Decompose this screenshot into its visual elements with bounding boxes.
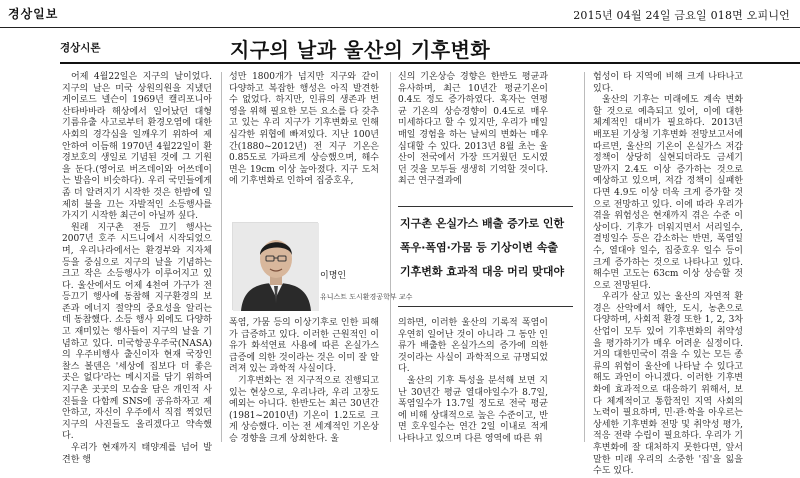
paragraph: 기후변화는 전 지구적으로 진행되고 있는 현상으로, 우리나라, 우리 고장도 예외는 아니다. 한반도는 최근 30년간(1981~2010년) 기온이 1.2도로 크게 상승했다. 이는 전 세계적인 기온상승 경향을 크게 상회한다. 울 xyxy=(229,375,379,444)
section-label: 경상시론 xyxy=(60,42,101,54)
paper-name: 경상일보 xyxy=(8,7,59,21)
article-column-1 xyxy=(62,72,212,465)
article-column-2 xyxy=(229,72,379,222)
pull-quote xyxy=(400,212,570,284)
pull-quote-line: 지구촌 온실가스 배출 증가로 인한 xyxy=(400,217,565,230)
paragraph: 어제 4월22일은 지구의 날이었다. 지구의 날은 미국 상원의원을 지냈던 게이로드 넬슨이 1969년 캘리포니아 산타바바라 해상에서 일어났던 대형 기름유출 사고로부터 환경오염에 대한 사회의 경각심을 일깨우기 위하여 제안하여 이듬해 1970년 4월22일이 환경보호의 생일로 기념된 것에 그 기원을 둔다.(영어로 버즈데이와 어쓰데이는 발음이 비슷하다). 우리 국민들에게 좀 더 알려지기 시작한 것은 한밤에 일제히 불을 끄는 자발적인 소등행사를 가지기 시작한 최근이 아닐까 싶다. xyxy=(62,72,212,222)
paragraph: 우리가 현재까지 태양계를 넘어 발견한 행 xyxy=(62,443,212,465)
paragraph: 의하면, 이러한 울산의 기록적 폭염이 우연히 일어난 것이 아니라 그 동안 인류가 배출한 온실가스의 증가에 의한 것이라는 사실이 과학적으로 규명되었다. xyxy=(398,318,548,375)
paragraph: 원래 지구촌 전등 끄기 행사는 2007년 호주 시드니에서 시작되었으며, 우리나라에서는 환경부와 지자체 등을 중심으로 지구의 날을 기념하는 크고 작은 소등행사가 이루어지고 있다. 울산에서도 어제 4천여 가구가 전등끄기 행사에 동참해 지구환경의 보존과 에너지 절약의 중요성을 알리는데 동참했다. 소등 행사 외에도 다양하고 재미있는 행사들이 지구의 날을 기념하고 있다. 미국항공우주국(NASA)의 우주비행사 출신이자 현재 국장인 찰스 볼덴은 '세상에 집보다 더 좋은 곳은 없다'라는 메시지를 담기 위하여 지구촌 곳곳의 모습을 담은 개인적 사진들을 다함께 SNS에 공유하자고 제안하고, 자신이 우주에서 직접 찍었던 지구의 사진들도 올리겠다고 약속했다. xyxy=(62,222,212,442)
dateline: 2015년 04월 24일 금요일 018면 오피니언 xyxy=(573,9,790,22)
paragraph: 울산의 기후 특성을 분석해 보면 지난 30년간 평균 열대야일수가 8.7일, 폭염일수가 13.7일 정도로 전국 평균에 비해 상대적으로 높은 수준이고, 반면 호우일수는 연간 2일 이내로 적게 나타나고 있으며 다른 영역에 따른 위 xyxy=(398,375,548,444)
author-name: 이명인 xyxy=(320,271,347,281)
article-column-4 xyxy=(593,72,743,477)
pull-quote-line: 폭우·폭염·가뭄 등 기상이변 속출 xyxy=(400,241,558,254)
paragraph: 우리가 살고 있는 울산의 자연적 환경은 산악에서 해안, 도시, 농촌으로 다양하며, 사회적 환경 또한 1, 2, 3차 산업이 모두 있어 기후변화의 취약성을 평가하기가 매우 어려운 실정이다. 거의 대한민국이 겪을 수 있는 모든 종류의 위험이 울산에 나타날 수 있다고 해도 과언이 아니겠다. 이러한 기후변화에 효과적으로 대응하기 위해서, 보다 체계적이고 통합적인 지역 사회의 노력이 필요하며, 민·관·학을 아우르는 상세한 기후변화 전망 및 취약성 평가, 적응 전략 수립이 필요하다. 우리가 기후변화에 잘 대처하지 못한다면, 앞서 말한 미래 우리의 소중한 '집'을 잃을 수도 있다. xyxy=(593,292,743,477)
author-title: 유니스트 도시환경공학부 교수 xyxy=(320,293,413,301)
article-column-3-lower xyxy=(398,318,548,448)
pull-quote-rule-top xyxy=(398,206,573,207)
article-column-2-lower xyxy=(229,318,379,448)
column-divider xyxy=(584,72,585,442)
masthead xyxy=(0,0,800,28)
article-column-3 xyxy=(398,72,548,202)
column-divider xyxy=(390,72,391,442)
author-photo xyxy=(232,222,318,310)
paragraph: 폭염, 가뭄 등의 이상기후로 인한 피해가 급증하고 있다. 이러한 근원적인 이유가 화석연료 사용에 따른 온실가스 급증에 의한 것이라는 것은 이미 잘 알려져 있는 과학적 사실이다. xyxy=(229,318,379,375)
paragraph: 성만 1800개가 넘지만 지구와 같이 다양하고 복잡한 행성은 아직 발견한 수 없었다. 하지만, 인류의 생존과 번영을 위해 필요한 모든 요소를 다 갖추고 있는 우리 지구가 기후변화로 인해 심각한 위협에 빠져있다. 지난 100년간(1880~2012년) 전 지구 기온은 0.85도로 가파르게 상승했으며, 해수면은 19cm 이상 높아졌다. 지구 도처에 기후변화로 인하여 집중호우, xyxy=(229,72,379,187)
pull-quote-line: 기후변화 효과적 대응 머리 맞대야 xyxy=(400,265,565,278)
paragraph: 신의 기온상승 경향은 한반도 평균과 유사하며, 최근 10년간 평균기온이 0.4도 정도 증가하였다. 혹자는 연평균 기온의 상승경향이 0.4도로 매우 미세하다고 할 수 있지만, 우리가 매일 매일 경험을 하는 날씨의 변화는 매우 심대할 수 있다. 2013년 8월 초는 울산이 전국에서 가장 뜨거웠던 도시였던 것을 모두들 생생히 기억할 것이다. 최근 연구결과에 xyxy=(398,72,548,187)
pull-quote-rule-bottom xyxy=(398,306,573,307)
column-divider xyxy=(221,72,222,442)
paragraph: 울산의 기후는 미래에도 계속 변화할 것으로 예측되고 있어, 이에 대한 체계적인 대비가 필요하다. 2013년 배포된 기상청 기후변화 전망보고서에 따르면, 울산의 기온이 온실가스 저감정책이 상당히 실현되더라도 금세기 말까지 2.4도 이상 증가하는 것으로 예상하고 있으며, 저감 정책이 실패한다면 4.9도 이상 더욱 크게 증가할 것으로 전망하고 있다. 이에 따라 우리가 겪을 위험성은 현재까지 겪은 수준 이상이다. 기후가 더워지면서 서리일수, 결빙일수 등은 감소하는 반면, 폭염일수, 열대야 일수, 집중호우 일수 등이 크게 증가하는 것으로 나타나고 있다. 해수면 고도는 63cm 이상 상승할 것으로 전망된다. xyxy=(593,95,743,291)
article-headline: 지구의 날과 울산의 기후변화 xyxy=(230,38,491,62)
author-portrait-icon xyxy=(233,223,319,311)
paragraph: 험성이 타 지역에 비해 크게 나타나고 있다. xyxy=(593,72,743,94)
